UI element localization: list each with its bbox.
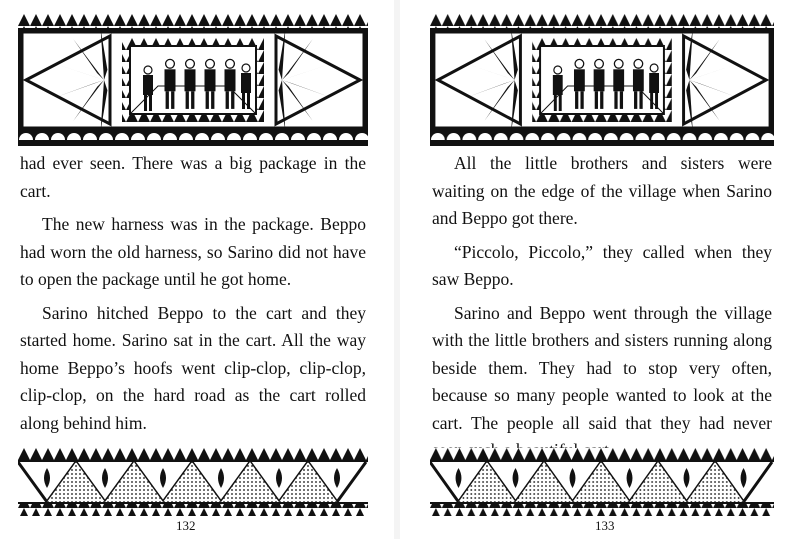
folk-art-triangle-border-icon xyxy=(430,448,774,516)
page-number: 132 xyxy=(176,518,196,533)
paragraph: Sarino and Beppo went through the village with the little brothers and sisters running along beside them. They had to stop very often, because so many people wanted to look at the cart. The people all said that they had never xyxy=(432,302,772,433)
folk-art-header-with-figures-icon xyxy=(430,14,774,146)
paragraph: had ever seen. There was a big package in the cart. xyxy=(20,153,366,201)
paragraph: “Piccolo, Piccolo,” they called when they saw Beppo. xyxy=(432,241,772,289)
right-page xyxy=(402,0,794,539)
paragraph: All the little brothers and sisters were waiting on the edge of the village when Sarino and Beppo got there. xyxy=(432,153,772,228)
right-page-text xyxy=(432,150,772,471)
folk-art-triangle-border-icon xyxy=(18,448,368,516)
paragraph: Sarino hitched Beppo to the cart and they started home. Sarino sat in the cart. All the way home Beppo’s hoofs went clip-clop, clip-clop, clip-clop, on the hard road as the cart rolled along behind him. xyxy=(20,302,366,433)
paragraph: The new harness was in the package. Beppo had worn the old harness, so Sarino did not have to open the package until he got home. xyxy=(20,214,366,289)
page-number: 133 xyxy=(595,518,615,533)
folk-art-header-with-figures-icon xyxy=(18,14,368,146)
left-page-text xyxy=(20,150,366,443)
book-gutter xyxy=(394,0,400,539)
left-page xyxy=(0,0,392,539)
